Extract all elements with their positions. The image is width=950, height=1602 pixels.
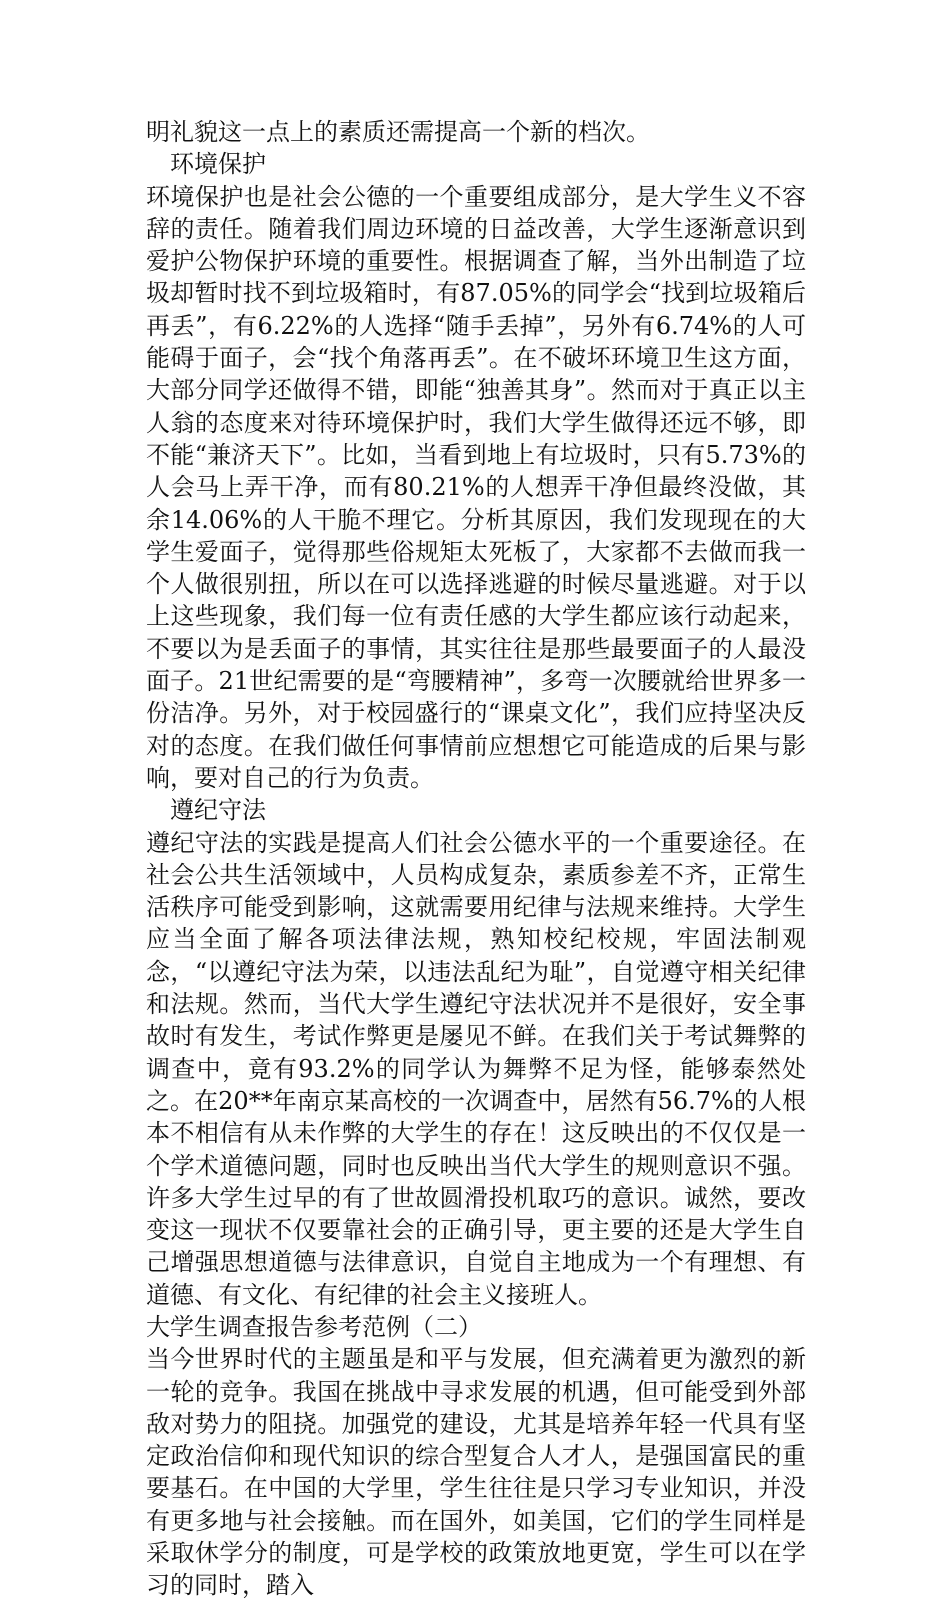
section-heading-environment: 环境保护 (170, 150, 266, 179)
body-paragraph: 明礼貌这一点上的素质还需提高一个新的档次。 (146, 118, 650, 146)
report-title: 大学生调查报告参考范例（二） (146, 1312, 482, 1341)
document-page (146, 116, 806, 1602)
body-paragraph: 遵纪守法的实践是提高人们社会公德水平的一个重要途径。在社会公共生活领域中，人员构成复杂，素质参差不齐，正常生活秩序可能受到影响，这就需要用纪律与法规来维持。大学生应当全面了解各项法律法规，熟知校纪校规，牢固法制观念，“以遵纪守法为荣，以违法乱纪为耻”，自觉遵守相关纪律和法规。然而，当代大学生遵纪守法状况并不是很好，安全事故时有发生，考试作弊更是屡见不鲜。在我们关于考试舞弊的调查中，竟有93.2%的同学认为舞弊不足为怪，能够泰然处之。在20**年南京某高校的一次调查中，居然有56.7%的人根本不相信有从未作弊的大学生的存在！这反映出的不仅仅是一个学术道德问题，同时也反映出当代大学生的规则意识不强。许多大学生过早的有了世故圆滑投机取巧的意识。诚然，要改变这一现状不仅要靠社会的正确引导，更主要的还是大学生自己增强思想道德与法律意识，自觉自主地成为一个有理想、有道德、有文化、有纪律的社会主义接班人。 (146, 828, 806, 1309)
section-heading-law: 遵纪守法 (170, 796, 266, 825)
body-paragraph: 环境保护也是社会公德的一个重要组成部分，是大学生义不容辞的责任。随着我们周边环境的日益改善，大学生逐渐意识到爱护公物保护环境的重要性。根据调查了解，当外出制造了垃圾却暂时找不到垃圾箱时，有87.05%的同学会“找到垃圾箱后再丢”，有6.22%的人选择“随手丢掉”，另外有6.74%的人可能碍于面子，会“找个角落再丢”。在不破坏环境卫生这方面，大部分同学还做得不错，即能“独善其身”。然而对于真正以主人翁的态度来对待环境保护时，我们大学生做得还远不够，即不能“兼济天下”。比如，当看到地上有垃圾时，只有5.73%的人会马上弄干净，而有80.21%的人想弄干净但最终没做，其余14.06%的人干脆不理它。分析其原因，我们发现现在的大学生爱面子，觉得那些俗规矩太死板了，大家都不去做而我一个人做很别扭，所以在可以选择逃避的时候尽量逃避。对于以上这些现象，我们每一位有责任感的大学生都应该行动起来，不要以为是丢面子的事情，其实往往是那些最要面子的人最没面子。21世纪需要的是“弯腰精神”，多弯一次腰就给世界多一份洁净。另外，对于校园盛行的“课桌文化”，我们应持坚决反对的态度。在我们做任何事情前应想想它可能造成的后果与影响，要对自己的行为负责。 (146, 182, 806, 792)
body-paragraph: 当今世界时代的主题虽是和平与发展，但充满着更为激烈的新一轮的竞争。我国在挑战中寻求发展的机遇，但可能受到外部敌对势力的阻挠。加强党的建设，尤其是培养年轻一代具有坚定政治信仰和现代知识的综合型复合人才人，是强国富民的重要基石。在中国的大学里，学生往往是只学习专业知识，并没有更多地与社会接触。而在国外，如美国，它们的学生同样是采取休学分的制度，可是学校的政策放地更宽，学生可以在学习的同时，踏入 (146, 1345, 806, 1600)
